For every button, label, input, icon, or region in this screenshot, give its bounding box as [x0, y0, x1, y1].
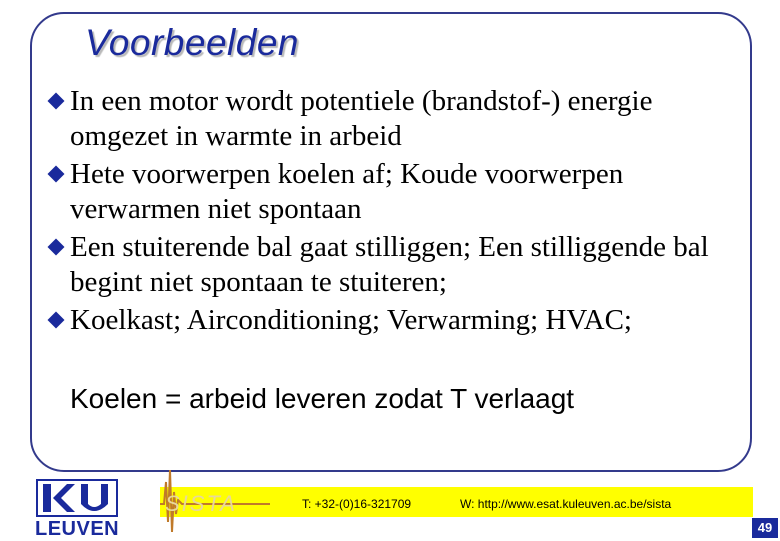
summary-line: Koelen = arbeid leveren zodat T verlaagt [70, 383, 575, 414]
ku-logo-icon [35, 478, 119, 518]
page-number: 49 [752, 518, 778, 538]
diamond-bullet-icon [48, 239, 65, 256]
bullet-item [48, 230, 748, 300]
bullet-text: Koelkast; Airconditioning; Verwarming; HVAC; [70, 304, 632, 336]
bullet-list [48, 84, 748, 341]
ku-leuven-logo [35, 478, 125, 538]
bullet-item [48, 157, 748, 227]
bullet-item [48, 84, 748, 154]
bullet-item [48, 303, 748, 338]
slide-title: Voorbeelden [85, 22, 299, 63]
bullet-text: In een motor wordt potentiele (brandstof-) energie omgezet in warmte in arbeid [70, 85, 653, 152]
sista-label: SISTA [165, 491, 237, 516]
web-contact: W: http://www.esat.kuleuven.ac.be/sista [460, 497, 672, 511]
bullet-text: Hete voorwerpen koelen af; Koude voorwerpen verwarmen niet spontaan [70, 158, 624, 225]
diamond-bullet-icon [48, 93, 65, 110]
bullet-text: Een stuiterende bal gaat stilliggen; Een stilliggende bal begint niet spontaan te stuiteren; [70, 231, 709, 298]
diamond-bullet-icon [48, 166, 65, 183]
logo-text: LEUVEN [35, 518, 120, 540]
diamond-bullet-icon [48, 312, 65, 329]
phone-contact: T: +32-(0)16-321709 [302, 497, 412, 511]
